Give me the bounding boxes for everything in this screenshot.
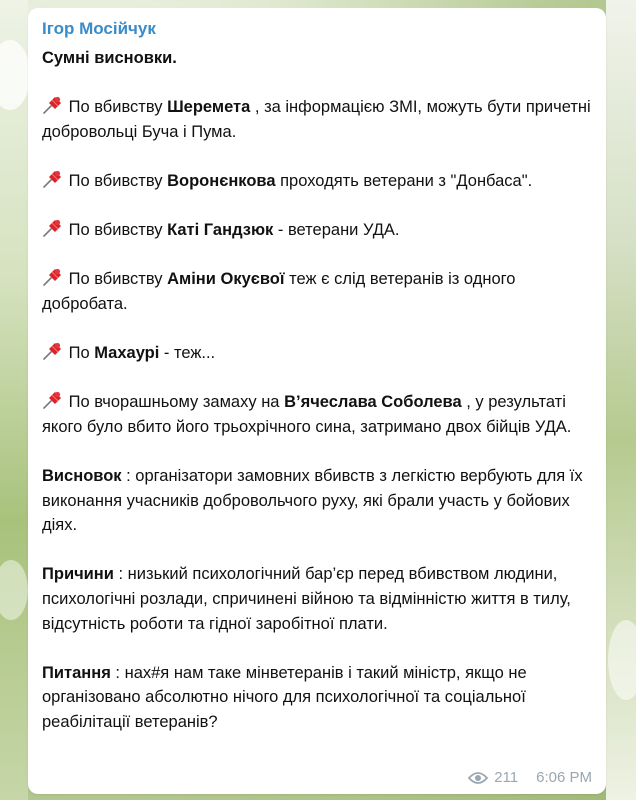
pushpin-icon [42,268,62,286]
bold-text: Аміни Окуєвої [167,270,285,289]
message-paragraph [42,95,592,144]
paragraph-text: - теж... [159,344,216,363]
message-paragraph [42,169,592,194]
message-paragraph [42,661,592,735]
bold-text: Каті Гандзюк [167,221,274,240]
eye-icon [468,771,488,785]
message-title: Сумні висновки. [42,49,177,67]
bold-text: Шеремета [167,98,251,117]
view-count: 211 [494,769,519,786]
sender-name[interactable]: Ігор Мосійчук [42,19,156,38]
paragraph-text: По [68,344,95,363]
bold-text: Висновок [42,467,122,486]
bold-text: Махаурі [94,344,160,363]
paragraph-text: : нах#я нам таке мінветеранів і такий міністр, якщо не організовано абсолютно нічого для психологічної та соціальної реабілітації ветеранів? [42,663,527,732]
pushpin-icon [42,170,62,188]
bold-text: Воронєнкова [167,171,276,190]
message-meta [468,769,592,786]
paragraph-text: : організатори замовних вбивств з легкістю вербують для їх виконання учасників добровольчого руху, які брали участь у бойових діях. [42,467,583,535]
paragraph-text: По вбивству [68,171,168,190]
pushpin-icon [42,342,62,360]
message-paragraph [42,390,592,439]
background-petal [608,620,636,700]
message-paragraph [42,562,592,636]
message-paragraph [42,267,592,316]
paragraph-text: проходять ветерани з "Донбаса". [275,171,533,190]
paragraph-text: , за інформацією ЗМІ, можуть бути причетні добровольці Буча і Пума. [42,98,591,141]
paragraph-text: - ветерани УДА. [273,221,400,240]
message-paragraph [42,341,592,366]
paragraph-text: По вчорашньому замаху на [68,393,285,412]
message-text [42,46,592,735]
paragraph-text: По вбивству [68,221,168,240]
paragraph-text: : низький психологічний бар’єр перед вбивством людини, психологічні розлади, спричинені війною та відмінністю життя в тилу, відсутність роботи та гідної заробітної плати. [42,565,571,633]
bold-text: Причини [42,565,114,584]
pushpin-icon [42,391,62,409]
pushpin-icon [42,96,62,114]
paragraph-text: , у результаті якого було вбито його трьохрічного сина, затримано двох бійців УДА. [42,393,572,436]
message-time: 6:06 PM [536,769,592,786]
message-paragraph [42,464,592,538]
paragraph-text: По вбивству [68,270,168,289]
message-paragraph [42,218,592,243]
paragraph-text: По вбивству [68,98,168,117]
message-paragraphs [42,95,592,734]
bold-text: В’ячеслава Соболева [284,393,462,412]
paragraph-text: теж є слід ветеранів із одного добробата. [42,270,516,313]
background-left [0,0,28,800]
pushpin-icon [42,219,62,237]
bold-text: Питання [42,663,111,682]
message-bubble[interactable] [28,8,606,794]
